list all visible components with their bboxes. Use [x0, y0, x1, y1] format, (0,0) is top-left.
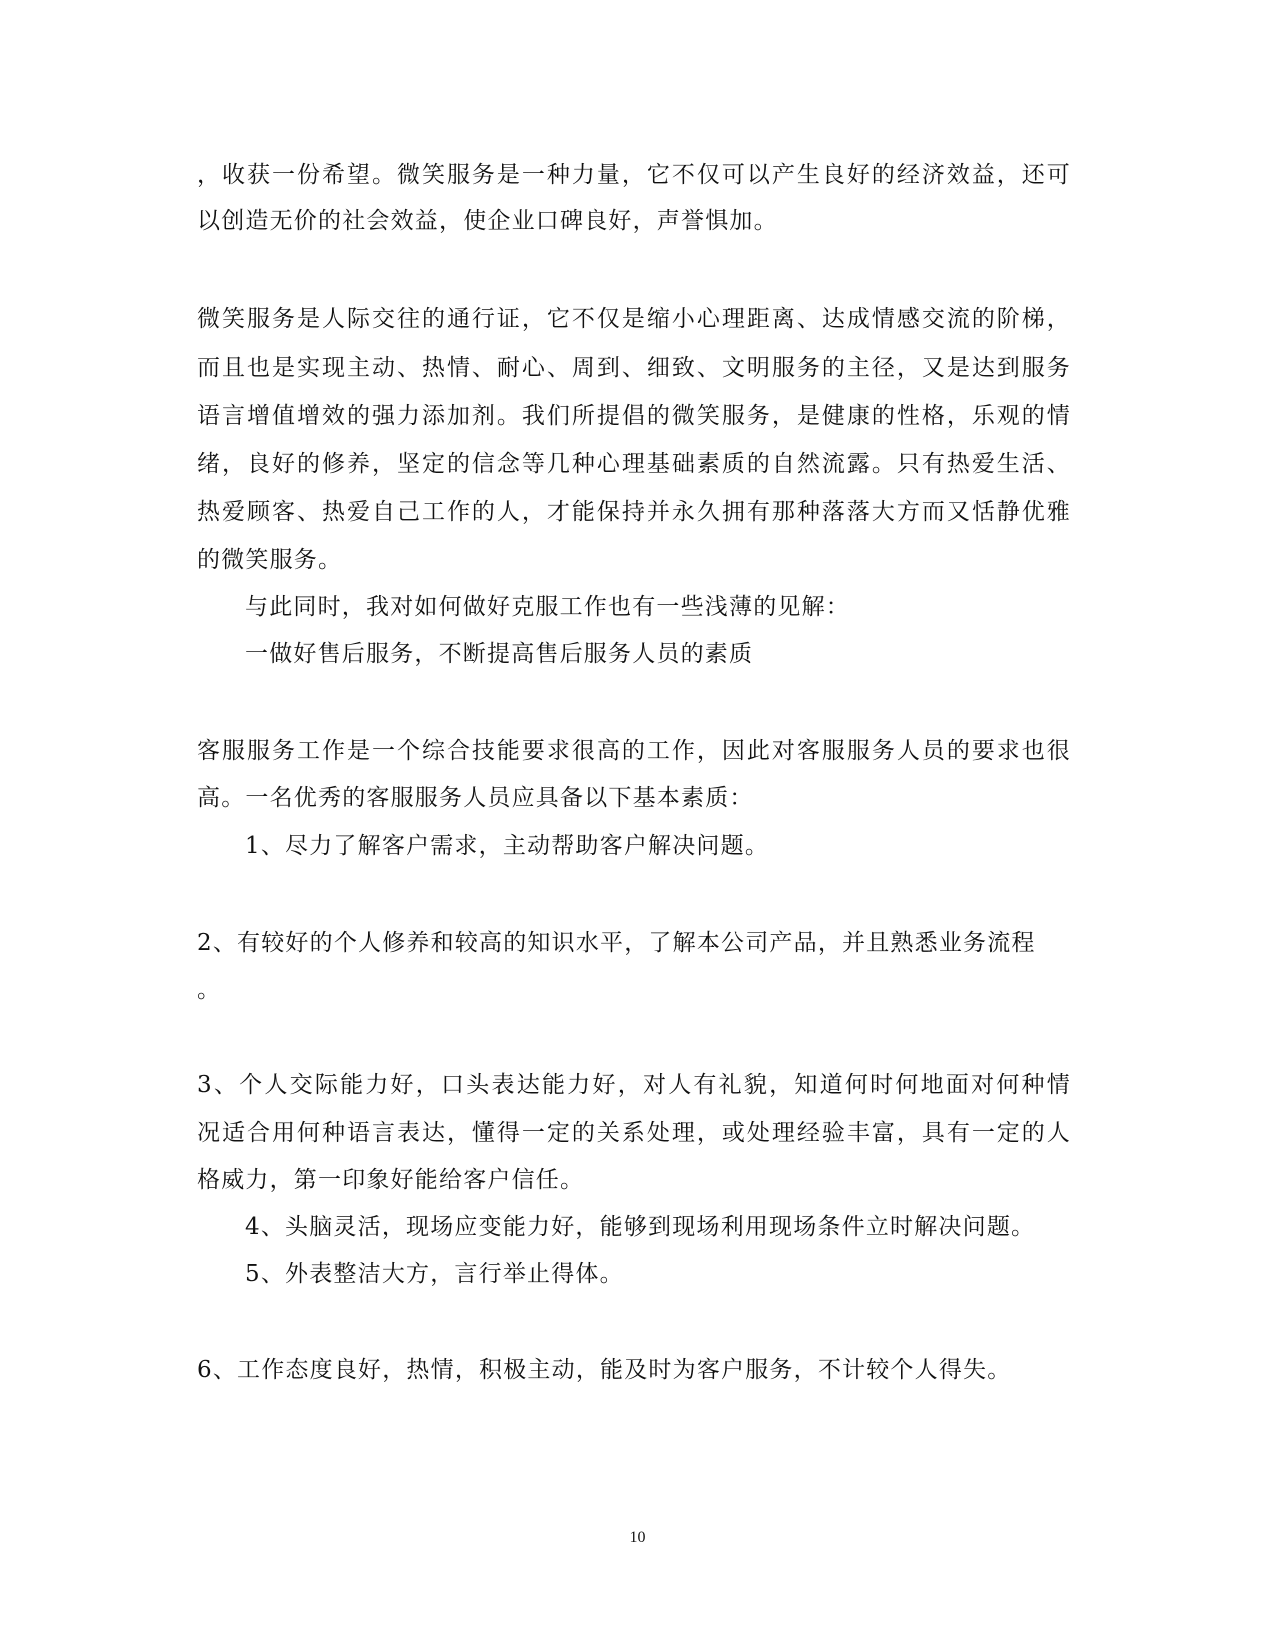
- text-line: 6、工作态度良好，热情，积极主动，能及时为客户服务，不计较个人得失。: [197, 1357, 1012, 1383]
- text-line: 一做好售后服务，不断提高售后服务人员的素质: [245, 641, 754, 667]
- text-line: 3、个人交际能力好，口头表达能力好，对人有礼貌，知道何时何地面对何种情: [197, 1072, 1071, 1098]
- text-line: 4、头脑灵活，现场应变能力好，能够到现场利用现场条件立时解决问题。: [245, 1214, 1036, 1240]
- text-line: 格威力，第一印象好能给客户信任。: [197, 1167, 585, 1193]
- text-line: 况适合用何种语言表达，懂得一定的关系处理，或处理经验丰富，具有一定的人: [197, 1120, 1071, 1146]
- page-number: 10: [629, 1529, 646, 1546]
- text-line: 5、外表整洁大方，言行举止得体。: [245, 1261, 624, 1287]
- text-line: ，收获一份希望。微笑服务是一种力量，它不仅可以产生良好的经济效益，还可: [197, 162, 1071, 188]
- text-line: 与此同时，我对如何做好克服工作也有一些浅薄的见解：: [245, 594, 850, 620]
- text-line: 高。一名优秀的客服服务人员应具备以下基本素质：: [197, 785, 754, 811]
- text-line: 的微笑服务。: [197, 547, 343, 573]
- text-line: 2、有较好的个人修养和较高的知识水平，了解本公司产品，并且熟悉业务流程: [197, 930, 1036, 956]
- text-line: 热爱顾客、热爱自己工作的人，才能保持并永久拥有那种落落大方而又恬静优雅: [197, 499, 1071, 525]
- text-line: 客服服务工作是一个综合技能要求很高的工作，因此对客服服务人员的要求也很: [197, 738, 1071, 764]
- text-line: 。: [197, 977, 222, 1003]
- text-line: 以创造无价的社会效益，使企业口碑良好，声誉惧加。: [197, 208, 778, 234]
- text-line: 而且也是实现主动、热情、耐心、周到、细致、文明服务的主径，又是达到服务: [197, 355, 1071, 381]
- text-line: 语言增值增效的强力添加剂。我们所提倡的微笑服务，是健康的性格，乐观的情: [197, 403, 1071, 429]
- text-line: 绪，良好的修养，坚定的信念等几种心理基础素质的自然流露。只有热爱生活、: [197, 451, 1071, 477]
- text-line: 微笑服务是人际交往的通行证，它不仅是缩小心理距离、达成情感交流的阶梯，: [197, 306, 1071, 332]
- text-line: 1、尽力了解客户需求，主动帮助客户解决问题。: [245, 833, 770, 859]
